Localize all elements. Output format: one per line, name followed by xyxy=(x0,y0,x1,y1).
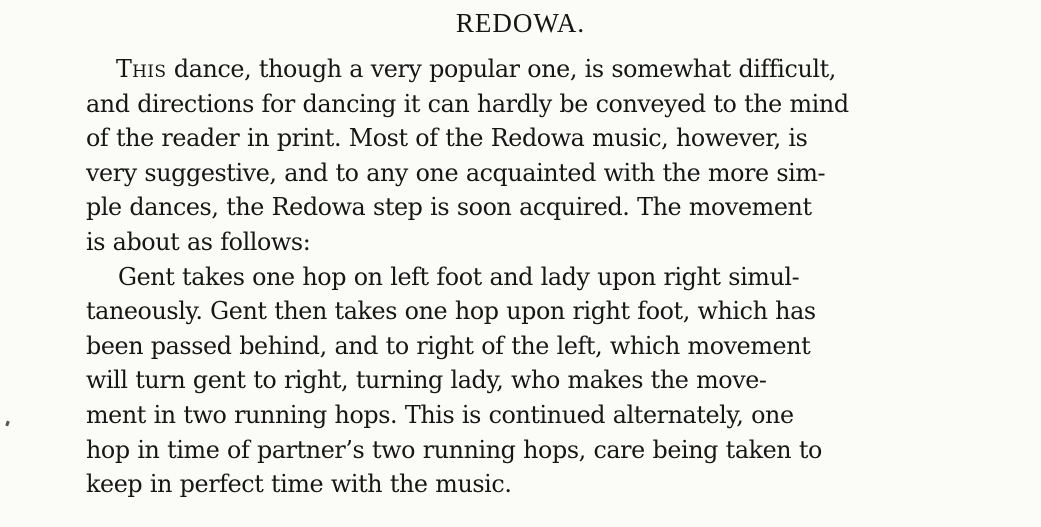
paragraph-2-line-4: will turn gent to right, turning lady, who makes the move- xyxy=(86,366,767,395)
paragraph-2-line-5: ment in two running hops. This is continued alternately, one xyxy=(86,400,794,429)
body-text xyxy=(86,52,966,502)
page-title: REDOWA. xyxy=(455,8,586,38)
paragraph-2-line-6: hop in time of partner’s two running hops, care being taken to xyxy=(86,435,822,464)
paragraph-1-line-5: ple dances, the Redowa step is soon acquired. The movement xyxy=(86,193,812,222)
paragraph-1-line-1-rest: dance, though a very popular one, is somewhat difficult, xyxy=(166,55,836,83)
paragraph-1-line-3: of the reader in print. Most of the Redowa music, however, is xyxy=(86,124,808,153)
paragraph-2-line-1: Gent takes one hop on left foot and lady upon right simul- xyxy=(118,262,800,291)
paragraph-1-line-4: very suggestive, and to any one acquainted with the more sim- xyxy=(86,158,826,187)
lead-in-word: This xyxy=(116,55,167,83)
paragraph-2-line-3: been passed behind, and to right of the left, which movement xyxy=(86,331,811,360)
paragraph-1-line-1 xyxy=(86,52,966,87)
paragraph-2-line-2: taneously. Gent then takes one hop upon right foot, which has xyxy=(86,297,816,326)
margin-speck xyxy=(5,421,10,427)
paragraph-1-line-2: and directions for dancing it can hardly be conveyed to the mind xyxy=(86,89,849,118)
paragraph-2-line-7: keep in perfect time with the music. xyxy=(86,470,512,499)
paragraph-1-line-6: is about as follows: xyxy=(86,227,311,256)
